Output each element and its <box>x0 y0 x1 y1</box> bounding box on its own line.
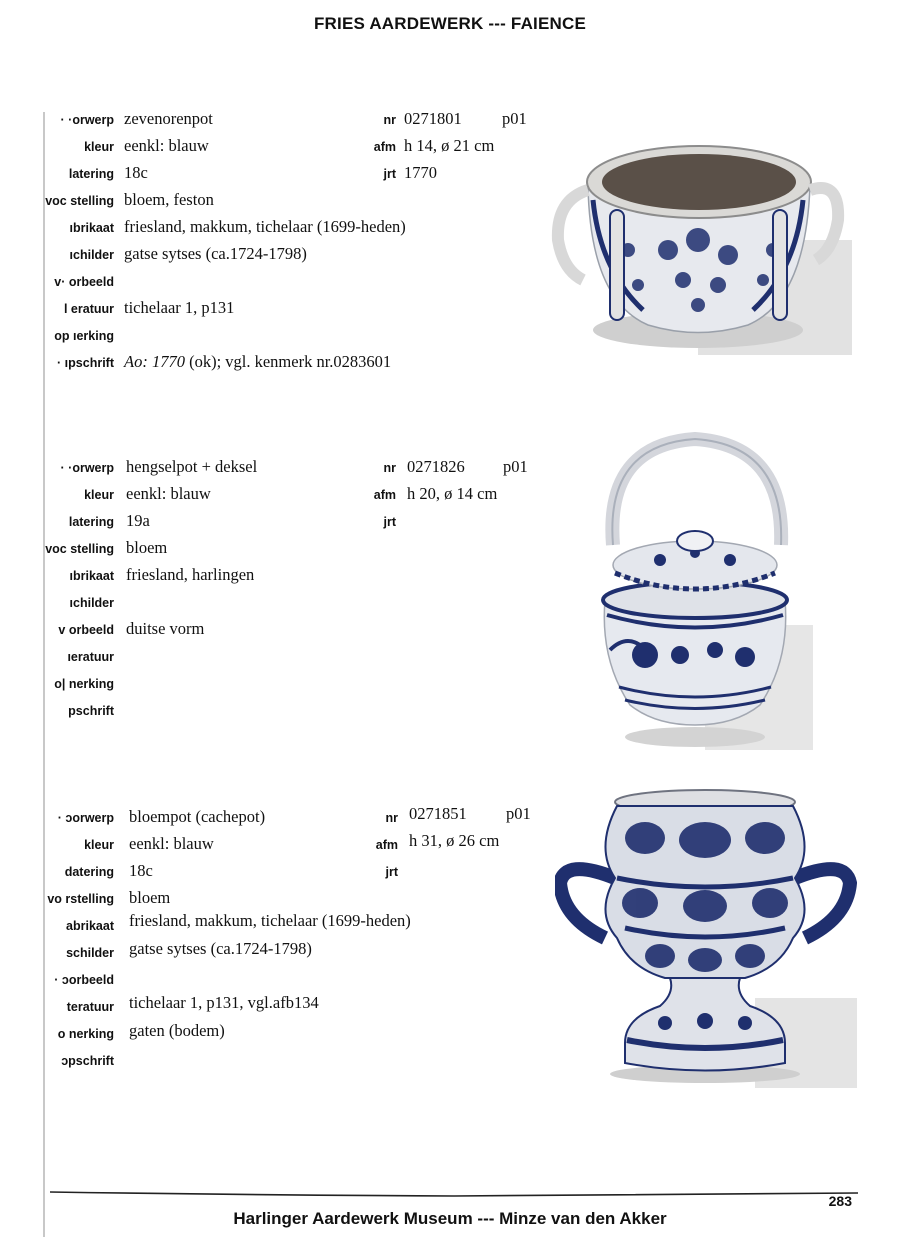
field-label: · ɔorbeeld <box>54 973 114 987</box>
voorstelling-value: bloem <box>129 888 171 907</box>
footer-rule <box>50 1189 858 1199</box>
afm-value: h 14, ø 21 cm <box>404 136 495 155</box>
afm-value: h 31, ø 26 cm <box>409 831 500 850</box>
field-label: pschrift <box>68 704 114 718</box>
schilder-value: gatse sytses (ca.1724-1798) <box>129 939 312 958</box>
field-label: latering <box>68 167 114 181</box>
page-ref: p01 <box>502 109 527 128</box>
fabrikaat-value: friesland, makkum, tichelaar (1699-heden) <box>124 217 406 236</box>
opschrift-inscription: Ao: 1770 <box>124 352 185 371</box>
field-label: · ɔorwerp <box>57 811 114 825</box>
opmerking-value: gaten (bodem) <box>129 1021 225 1040</box>
field-label: kleur <box>84 488 114 502</box>
afm-label: afm <box>373 488 396 502</box>
field-label: l eratuur <box>63 302 114 316</box>
datering-value: 18c <box>124 163 148 182</box>
voorwerp-value: hengselpot + deksel <box>126 457 258 476</box>
field-label: ıbrikaat <box>69 569 114 583</box>
voorstelling-value: bloem, feston <box>124 190 214 209</box>
field-label: voc stelling <box>45 194 114 208</box>
opschrift-note: (ok); vgl. kenmerk nr.0283601 <box>184 352 392 371</box>
nr-value: 0271801 <box>404 109 462 128</box>
nr-label: nr <box>383 113 396 127</box>
field-label: vo rstelling <box>47 892 114 906</box>
voorwerp-value: zevenorenpot <box>124 109 213 128</box>
literatuur-value: tichelaar 1, p131 <box>124 298 235 317</box>
fabrikaat-value: friesland, harlingen <box>126 565 255 584</box>
nr-label: nr <box>383 461 396 475</box>
field-label: latering <box>68 515 114 529</box>
field-label: v orbeeld <box>58 623 114 637</box>
field-label: kleur <box>84 838 114 852</box>
field-label: ıchilder <box>69 596 114 610</box>
voorstelling-value: bloem <box>126 538 168 557</box>
field-label: abrikaat <box>66 919 114 933</box>
jrt-label: jrt <box>383 515 396 529</box>
fabrikaat-value: friesland, makkum, tichelaar (1699-heden) <box>129 911 411 930</box>
afm-label: afm <box>375 838 398 852</box>
page-number: 283 <box>828 1193 852 1209</box>
field-label: · ·orwerp <box>60 461 114 475</box>
field-label: schilder <box>66 946 114 960</box>
field-label: op ıerking <box>54 329 114 343</box>
cachepot-photo <box>555 778 857 1088</box>
field-label: v· orbeeld <box>54 275 114 289</box>
opschrift-value <box>124 352 391 372</box>
datering-value: 19a <box>126 511 150 530</box>
field-label: teratuur <box>66 1000 114 1014</box>
jrt-value: 1770 <box>404 163 437 182</box>
nr-value: 0271851 <box>409 804 467 823</box>
voorwerp-value: bloempot (cachepot) <box>129 807 266 826</box>
voorbeeld-value: duitse vorm <box>126 619 205 638</box>
field-label: voc stelling <box>45 542 114 556</box>
jrt-label: jrt <box>383 167 396 181</box>
field-label: · ıpschrift <box>57 356 114 370</box>
page-ref: p01 <box>503 457 528 476</box>
jrt-label: jrt <box>385 865 398 879</box>
field-label: o nerking <box>57 1027 114 1041</box>
afm-value: h 20, ø 14 cm <box>407 484 498 503</box>
field-label: ɔpschrift <box>61 1054 114 1068</box>
field-label: kleur <box>84 140 114 154</box>
field-label: ıeratuur <box>67 650 114 664</box>
nr-label: nr <box>385 811 398 825</box>
page-header: FRIES AARDEWERK --- FAIENCE <box>313 14 587 33</box>
datering-value: 18c <box>129 861 153 880</box>
hengselpot-photo <box>585 425 813 750</box>
kleur-value: eenkl: blauw <box>124 136 209 155</box>
field-label: ıbrikaat <box>69 221 114 235</box>
kleur-value: eenkl: blauw <box>126 484 211 503</box>
nr-value: 0271826 <box>407 457 465 476</box>
kleur-value: eenkl: blauw <box>129 834 214 853</box>
page-ref: p01 <box>506 804 531 823</box>
field-label: datering <box>64 865 114 879</box>
field-label: o| nerking <box>54 677 114 691</box>
schilder-value: gatse sytses (ca.1724-1798) <box>124 244 307 263</box>
field-label: · ·orwerp <box>60 113 114 127</box>
page-footer: Harlinger Aardewerk Museum --- Minze van den Akker <box>233 1209 667 1228</box>
zevenorenpot-photo <box>548 130 852 355</box>
field-label: ıchilder <box>69 248 114 262</box>
literatuur-value: tichelaar 1, p131, vgl.afb134 <box>129 993 319 1012</box>
afm-label: afm <box>373 140 396 154</box>
